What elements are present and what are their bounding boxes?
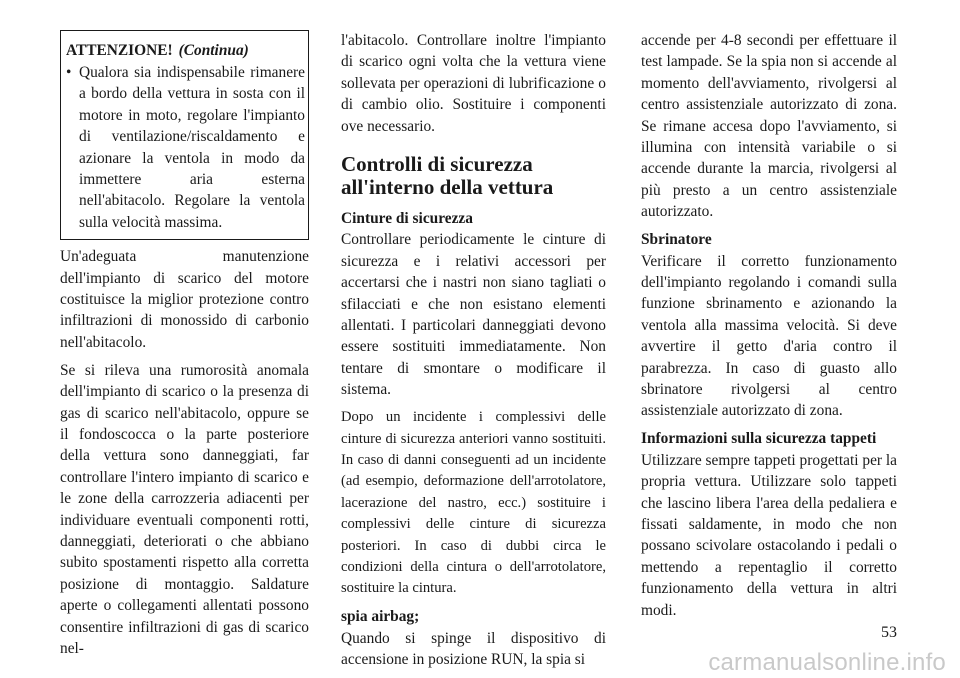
column-middle xyxy=(341,30,606,677)
floor-mats-title: Informazioni sulla sicurezza tappeti xyxy=(641,430,877,448)
seatbelts-title: Cinture di sicurezza xyxy=(341,210,473,228)
warning-continued: (Continua) xyxy=(178,42,249,59)
exhaust-noise-paragraph: Se si rileva una rumorosità anomala dell'impianto di scarico o la presenza di gas di scarico nell'abitacolo, oppure se il fondoscocca o la parte posteriore della vettura sono danneggiati, far controllare l'intero impianto di scarico e le zone della carrozzeria adiacenti per individuare eventuali componenti rotti, danneggiati, deteriorati o che abbiano subito spostamenti rispetto alla corretta posizione di montaggio. Saldature aperte o collegamenti allentati possono consentire infiltrazioni di gas di scarico nel- xyxy=(60,361,309,658)
defroster-block xyxy=(641,229,897,422)
section-title: Controlli di sicurezza all'interno della vettura xyxy=(341,152,554,200)
exhaust-continued-paragraph: l'abitacolo. Controllare inoltre l'impianto di scarico ogni volta che la vettura viene sollevata per operazioni di lubrificazione o di cambio olio. Sostituire i componenti ove necessario. xyxy=(341,32,606,135)
airbag-continued-paragraph: accende per 4-8 secondi per effettuare il test lampade. Se la spia non si accende al momento dell'avviamento, rivolgersi al centro assistenziale autorizzato di zona. Se rimane accesa dopo l'avviamento, si illumina con intensità variabile o si accende durante la marcia, rivolgersi al più presto a un centro assistenziale autorizzato. xyxy=(641,32,897,221)
accident-paragraph: Dopo un incidente i complessivi delle cinture di sicurezza anteriori vanno sostituiti. In caso di danni conseguenti ad un incidente (ad esempio, deformazione dell'arrotolatore, lacerazione del nastro, ecc.) sostituire i complessivi delle cinture di sicurezza posteriori. In caso di dubbi circa le condizioni della cintura o dell'arrotolatore, sostituire la cintura. xyxy=(341,409,606,597)
page-number: 53 xyxy=(881,624,897,641)
column-left xyxy=(60,30,309,666)
watermark-text: carmanualsonline.info xyxy=(708,649,946,676)
airbag-block xyxy=(341,606,606,670)
airbag-text: Quando si spinge il dispositivo di accensione in posizione RUN, la spia si xyxy=(341,629,606,669)
seatbelts-text: Controllare periodicamente le cinture di sicurezza e i relativi accessori per accertarsi che i nastri non siano tagliati o sfilacciati e che non esistano elementi allentati. I particolari danneggiati devono essere sostituiti immediatamente. Non tentare di smontare o modificare il sistema. xyxy=(341,231,606,399)
seatbelts-block xyxy=(341,208,606,401)
exhaust-maintenance-paragraph: Un'adeguata manutenzione dell'impianto di scarico del motore costituisce la miglior protezione contro infiltrazioni di monossido di carbonio nell'abitacolo. xyxy=(60,248,309,351)
defroster-title: Sbrinatore xyxy=(641,231,712,249)
floor-mats-text: Utilizzare sempre tappeti progettati per la propria vettura. Utilizzare solo tappeti che lascino libera l'area della pedaliera e fissati saldamente, in modo che non possano scivolare ostacolando i pedali o mettendo a repentaglio il corretto funzionamento della vettura in altri modi. xyxy=(641,451,897,619)
floor-mats-block xyxy=(641,428,897,621)
defroster-text: Verificare il corretto funzionamento dell'impianto regolando i comandi sulla funzione sbrinamento e azionando la ventola alla massima velocità. Si deve avvertire il getto d'aria contro il parabrezza. In caso di guasto allo sbrinatore rivolgersi al centro assistenziale autorizzato di zona. xyxy=(641,252,897,420)
warning-bullet: • Qualora sia indispensabile rimanere a bordo della vettura in sosta con il motore in moto, regolare l'impianto di ventilazione/riscaldamento e azionare la ventola in modo da immettere aria esterna nell'abitacolo. Regolare la ventola sulla velocità massima. xyxy=(66,62,305,233)
warning-box xyxy=(60,30,309,240)
warning-title: ATTENZIONE! xyxy=(66,42,173,59)
airbag-title: spia airbag; xyxy=(341,608,420,626)
warning-list xyxy=(66,62,305,233)
warning-heading xyxy=(66,41,305,61)
column-right xyxy=(641,30,897,627)
